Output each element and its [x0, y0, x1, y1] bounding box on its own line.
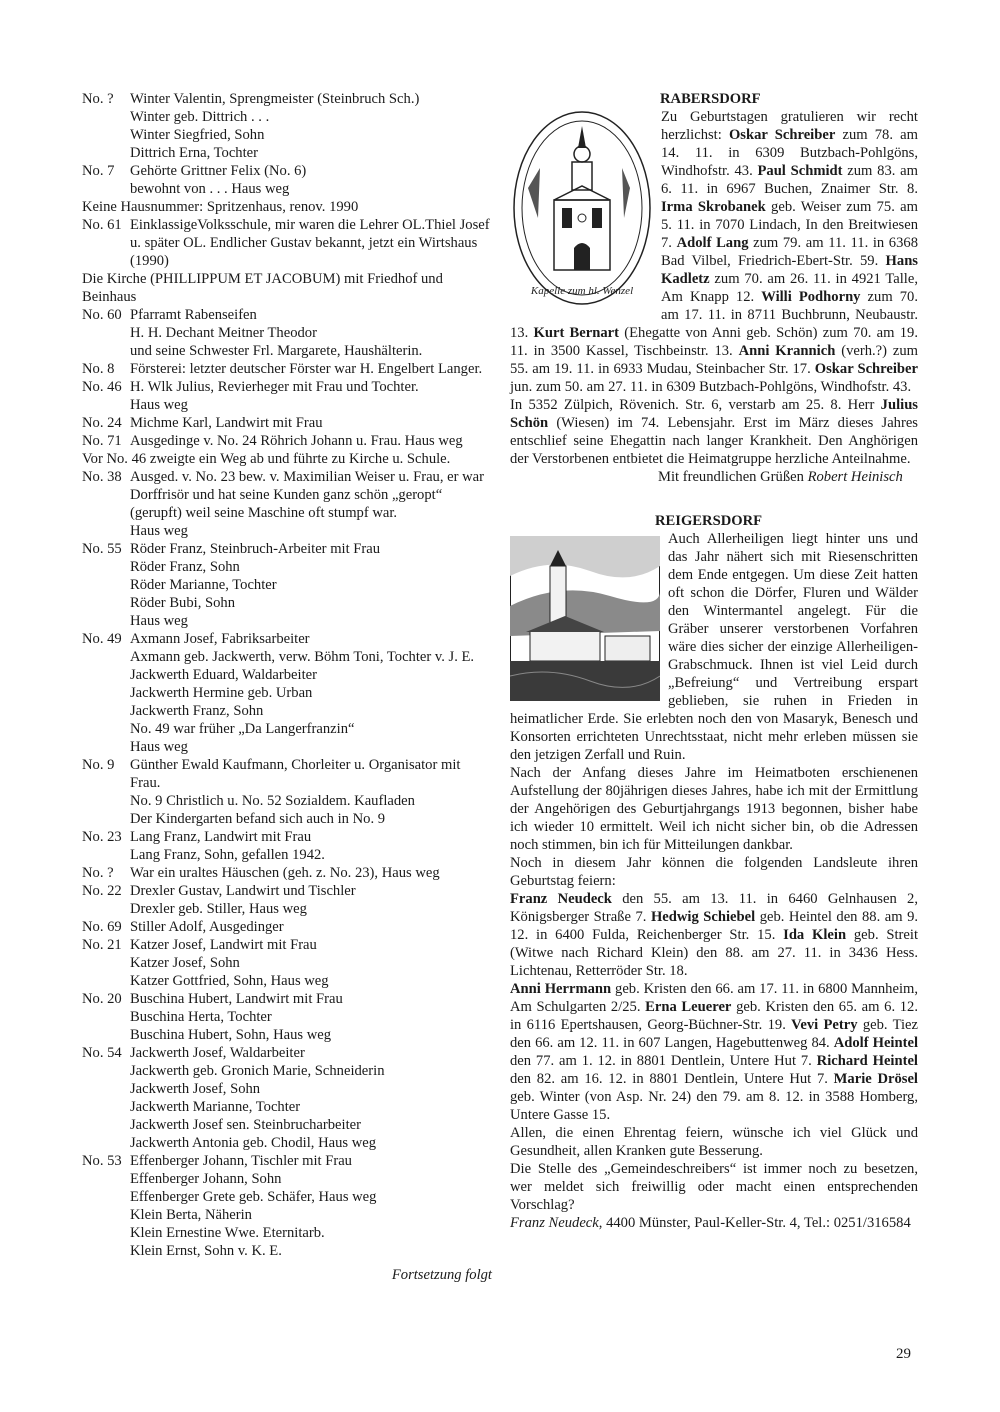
entry-text: Jackwerth Marianne, Tochter: [130, 1099, 301, 1115]
house-entry: [82, 162, 492, 180]
house-entry: [82, 306, 492, 324]
house-entry: [82, 792, 492, 810]
reigersdorf-p3: Noch in diesem Jahr können die folgenden Landsleute ihren Geburtstag feiern:: [510, 855, 918, 889]
house-entry: [82, 450, 492, 468]
house-number: No. 53: [82, 1153, 122, 1169]
reigersdorf-p7: Die Stelle des „Gemeindeschreibers“ ist immer noch zu besetzen, wer meldet sich freiwillig oder macht einen entsprechenden Vorschlag?: [510, 1161, 918, 1213]
house-entry: [82, 702, 492, 720]
entry-text: War ein uraltes Häuschen (geh. z. No. 23), Haus weg: [130, 865, 440, 881]
entry-text: Effenberger Johann, Tischler mit Frau: [130, 1153, 352, 1169]
signature: Robert Heinisch: [807, 469, 903, 485]
entry-text: Winter Valentin, Sprengmeister (Steinbruch Sch.): [130, 91, 420, 107]
house-entry: [82, 1026, 492, 1044]
house-number: No. 21: [82, 937, 122, 953]
house-number: [82, 576, 130, 594]
house-entry: [82, 1224, 492, 1242]
text-run: Zu Geburtstagen gratulieren wir recht herzlichst:: [661, 109, 918, 143]
person-name: Julius Schön: [510, 397, 918, 431]
entry-text: Haus weg: [130, 397, 188, 413]
seal-inscription: Kapelle zum hl. Wenzel: [530, 285, 634, 297]
entry-text: H. H. Dechant Meitner Theodor: [130, 325, 317, 341]
greeting: Mit freundlichen Grüßen: [658, 469, 804, 485]
author-address: , 4400 Münster, Paul-Keller-Str. 4, Tel.: 0251/316584: [598, 1215, 911, 1231]
house-number: [82, 594, 130, 612]
entry-text: Ausgedinge v. No. 24 Röhrich Johann u. Frau. Haus weg: [130, 433, 463, 449]
entry-text: Jackwerth Eduard, Waldarbeiter: [130, 667, 317, 683]
house-entry: [82, 1188, 492, 1206]
entry-text: Pfarramt Rabenseifen: [130, 307, 257, 323]
house-number: [82, 972, 130, 990]
person-name: Oskar Schreiber: [728, 127, 836, 143]
text-run: geb. Kristen den 66. am 17. 11. in 6800 Mannheim, Am Schulgarten 2/25.: [510, 981, 918, 1015]
house-entry: [82, 90, 492, 108]
house-entry: [82, 684, 492, 702]
house-entry: [82, 576, 492, 594]
entry-text: Klein Berta, Näherin: [130, 1207, 252, 1223]
entry-text: Jackwerth geb. Gronich Marie, Schneiderin: [130, 1063, 385, 1079]
house-entry: [82, 648, 492, 666]
house-number: [82, 900, 130, 918]
entry-text: Röder Franz, Steinbruch-Arbeiter mit Frau: [130, 541, 381, 557]
text-run: geb. Tiez den 66. am 12. 11. in 607 Langen, Hagebuttenweg 84.: [510, 1017, 918, 1051]
house-number: No. 46: [82, 379, 122, 395]
entry-text: Die Kirche (PHILLIPPUM ET JACOBUM) mit Friedhof und Beinhaus: [82, 271, 443, 305]
house-entry: [82, 1080, 492, 1098]
house-number: No. 23: [82, 829, 122, 845]
house-number: [82, 1008, 130, 1026]
text-run: jun. zum 50. am 27. 11. in 6309 Butzbach-Pohlgöns, Windhofstr. 43.: [510, 379, 912, 395]
text-run: zum 70. am 26. 11. in 4921 Talle, Am Knapp 12.: [661, 271, 918, 305]
house-number: No. 71: [82, 433, 122, 449]
section-heading: REIGERSDORF: [655, 513, 763, 529]
section-reigersdorf: [510, 512, 918, 1232]
house-number: [82, 810, 130, 828]
house-number: [82, 846, 130, 864]
text-run: geb. Heintel den 88. am 9. 12. in 6400 Fulda, Reichenberger Str. 15.: [510, 909, 919, 943]
house-entry: [82, 828, 492, 846]
left-column: [82, 90, 492, 1284]
house-entry: [82, 468, 492, 522]
church-seal-illustration: [510, 108, 655, 308]
house-number: No. 38: [82, 469, 122, 485]
house-entry: [82, 126, 492, 144]
house-number: [82, 1062, 130, 1080]
entry-text: Michme Karl, Landwirt mit Frau: [130, 415, 323, 431]
entry-text: Klein Ernst, Sohn v. K. E.: [130, 1243, 282, 1259]
text-run: den 77. am 1. 12. in 8801 Dentlein, Untere Hut 7.: [510, 1053, 817, 1069]
house-entry: [82, 414, 492, 432]
reigersdorf-intro: Auch Allerheiligen liegt hinter uns und das Jahr nähert sich mit Riesenschritten dem Ende entgegen. Um diese Zeit hatten oft schon die Dörfer, Fluren und Wälder den Wintermantel angelegt. Für die Gräber unserer verstorbenen Vorfahren wäre dies sicher der einzige Allerheiligen-Grabschmuck. Ihnen ist viel Leid durch „Befreiung“ und Vertreibung erspart geblieben, sie ruhen in Frieden in heimatlicher Erde. Sie erlebten noch den von Masaryk, Benesch und Konsorten errichteten Unrechtsstaat, nicht mehr erleben müssen sie den jetzigen Zerfall und Ruin.: [510, 531, 918, 763]
entry-text: Vor No. 46 zweigte ein Weg ab und führte zu Kirche u. Schule.: [82, 451, 451, 467]
text-run: den 55. am 13. 11. in 6460 Gelnhausen 2, Königsberger Straße 7.: [510, 891, 918, 925]
entry-text: EinklassigeVolksschule, mir waren die Lehrer OL.Thiel Josef u. später OL. Endlicher Gustav bekannt, jetzt ein Wirtshaus (1990): [130, 217, 490, 269]
house-number: [82, 1080, 130, 1098]
text-run: zum 79. am 11. 11. in 6368 Bad Vilbel, Friedrich-Ebert-Str. 59.: [661, 235, 918, 269]
entry-text: Drexler Gustav, Landwirt und Tischler: [130, 883, 356, 899]
person-name: Marie Drösel: [833, 1071, 918, 1087]
entry-text: Winter geb. Dittrich . . .: [130, 109, 270, 125]
entry-text: Katzer Gottfried, Sohn, Haus weg: [130, 973, 329, 989]
house-number: [82, 684, 130, 702]
house-number: No. ?: [82, 91, 114, 107]
house-number: No. ?: [82, 865, 114, 881]
continuation-note: Fortsetzung folgt: [391, 1267, 492, 1283]
house-entry: [82, 396, 492, 414]
entry-text: Günther Ewald Kaufmann, Chorleiter u. Organisator mit Frau.: [130, 757, 461, 791]
house-entry: [82, 756, 492, 792]
entry-text: Effenberger Johann, Sohn: [130, 1171, 282, 1187]
entry-text: Dittrich Erna, Tochter: [130, 145, 258, 161]
text-run: (Ehegatte von Anni geb. Schön) zum 70. am 19. 11. in 3500 Kassel, Tischbeinstr. 13.: [510, 325, 918, 359]
person-name: Oskar Schreiber: [814, 361, 918, 377]
entry-text: Haus weg: [130, 613, 188, 629]
house-number: No. 7: [82, 163, 115, 179]
author-signature: [510, 1214, 918, 1232]
entry-text: Haus weg: [130, 523, 188, 539]
entry-text: Axmann Josef, Fabriksarbeiter: [130, 631, 310, 647]
entry-text: Försterei: letzter deutscher Förster war H. Engelbert Langer.: [130, 361, 483, 377]
entry-text: Lang Franz, Landwirt mit Frau: [130, 829, 312, 845]
house-entry: [82, 558, 492, 576]
entry-text: Axmann geb. Jackwerth, verw. Böhm Toni, Tochter v. J. E.: [130, 649, 475, 665]
house-entry: [82, 432, 492, 450]
person-name: Kurt Bernart: [533, 325, 619, 341]
person-name: Richard Heintel: [816, 1053, 918, 1069]
house-entry: [82, 540, 492, 558]
text-run: geb. Kristen den 65. am 6. 12. in 6116 Epertshausen, Georg-Büchner-Str. 19.: [510, 999, 919, 1033]
house-number: [82, 1116, 130, 1134]
obituary-paragraph: [510, 396, 918, 468]
house-number: [82, 1134, 130, 1152]
house-entry: [82, 108, 492, 126]
entry-text: Buschina Hubert, Sohn, Haus weg: [130, 1027, 332, 1043]
house-number: [82, 702, 130, 720]
entry-text: Stiller Adolf, Ausgedinger: [130, 919, 284, 935]
person-name: Vevi Petry: [791, 1017, 858, 1033]
house-number: [82, 738, 130, 756]
house-number: [82, 648, 130, 666]
house-entry: [82, 1152, 492, 1170]
section-rabersdorf: [510, 90, 918, 486]
person-name: Hans Kadletz: [661, 253, 918, 287]
house-number: [82, 954, 130, 972]
house-number: No. 49: [82, 631, 122, 647]
reigersdorf-p2: Nach der Anfang dieses Jahre im Heimatboten erschienenen Aufstellung der 80jährigen dieses Jahres, habe ich mit der Ermittlung der Angehörigen des Geburtjahrgangs 1913 begonnen, bisher habe ich wieder 10 ermittelt. Weil ich nicht sicher bin, ob die Adressen noch stimmen, bin ich für Mitteilungen dankbar.: [510, 765, 918, 853]
birthday-list-2: [510, 980, 918, 1124]
house-number: No. 9: [82, 757, 115, 773]
house-number: [82, 1098, 130, 1116]
house-number: [82, 1026, 130, 1044]
entry-text: Lang Franz, Sohn, gefallen 1942.: [130, 847, 325, 863]
entry-text: Buschina Hubert, Landwirt mit Frau: [130, 991, 343, 1007]
house-number: [82, 522, 130, 540]
text-run: zum 83. am 6. 11. in 6967 Buchen, Znaimer Str. 8.: [661, 163, 918, 197]
text-run: zum 70. am 17. 11. in 8711 Buchbrunn, Neubaustr. 13.: [510, 289, 918, 341]
house-number: [82, 396, 130, 414]
entry-text: Winter Siegfried, Sohn: [130, 127, 265, 143]
house-entry: [82, 612, 492, 630]
person-name: Ida Klein: [783, 927, 847, 943]
entry-text: Jackwerth Franz, Sohn: [130, 703, 264, 719]
house-entry: [82, 216, 492, 270]
page-number: 29: [896, 1346, 911, 1362]
person-name: Franz Neudeck: [510, 891, 612, 907]
house-number: No. 54: [82, 1045, 122, 1061]
entry-text: No. 49 war früher „Da Langerfranzin“: [130, 721, 355, 737]
entry-text: Effenberger Grete geb. Schäfer, Haus weg: [130, 1189, 377, 1205]
house-number: [82, 720, 130, 738]
entry-text: Der Kindergarten befand sich auch in No. 9: [130, 811, 386, 827]
author-name: Franz Neudeck: [510, 1215, 599, 1231]
house-number: [82, 1206, 130, 1224]
house-entry: [82, 936, 492, 954]
house-entry: [82, 630, 492, 648]
entry-text: und seine Schwester Frl. Margarete, Haushälterin.: [130, 343, 423, 359]
entry-text: Ausged. v. No. 23 bew. v. Maximilian Weiser u. Frau, er war Dorffrisör und hat seine Kunden ganz schön „geropt“ (gerupft) weil seine Maschine oft stumpf war.: [130, 469, 484, 521]
entry-text: Haus weg: [130, 739, 188, 755]
house-number: No. 22: [82, 883, 122, 899]
text-run: den 82. am 16. 12. in 8801 Dentlein, Untere Hut 7.: [510, 1071, 834, 1087]
house-entry: [82, 342, 492, 360]
entry-text: Röder Bubi, Sohn: [130, 595, 235, 611]
entry-text: Gehörte Grittner Felix (No. 6): [130, 163, 307, 179]
text-run: geb. Streit (Witwe nach Richard Klein) den 88. am 27. 11. in 3436 Hess. Lichtenau, Retterröder Str. 18.: [510, 927, 918, 979]
entry-text: Röder Franz, Sohn: [130, 559, 240, 575]
text-run: (verh.?) zum 55. am 19. 11. in 6933 Mudau, Steinbacher Str. 17.: [510, 343, 919, 377]
house-entry: [82, 1116, 492, 1134]
house-entry: [82, 1044, 492, 1062]
house-number: [82, 324, 130, 342]
entry-text: Jackwerth Antonia geb. Chodil, Haus weg: [130, 1135, 377, 1151]
entry-text: H. Wlk Julius, Revierheger mit Frau und Tochter.: [130, 379, 419, 395]
house-number: No. 20: [82, 991, 122, 1007]
person-name: Adolf Heintel: [833, 1035, 918, 1051]
house-entry: [82, 360, 492, 378]
text-run: geb. Weiser zum 75. am 5. 11. in 7070 Lindach, In den Breitwiesen 7.: [661, 199, 918, 251]
house-entry: [82, 738, 492, 756]
person-name: Anni Krannich: [738, 343, 836, 359]
person-name: Anni Herrmann: [510, 981, 612, 997]
house-number: [82, 342, 130, 360]
entry-text: Klein Ernestine Wwe. Eternitarb.: [130, 1225, 325, 1241]
house-entry: [82, 378, 492, 396]
house-number: [82, 1170, 130, 1188]
house-entry: [82, 720, 492, 738]
house-entry: [82, 594, 492, 612]
house-entry: [82, 144, 492, 162]
person-name: Erna Leuerer: [645, 999, 732, 1015]
entry-text: Buschina Herta, Tochter: [130, 1009, 272, 1025]
entry-text: bewohnt von . . . Haus weg: [130, 181, 290, 197]
text-run: In 5352 Zülpich, Rövenich. Str. 6, verstarb am 25. 8. Herr: [510, 397, 881, 413]
village-illustration: [510, 536, 660, 701]
house-entry: [82, 990, 492, 1008]
house-entry: [82, 270, 492, 306]
person-name: Adolf Lang: [676, 235, 749, 251]
birthday-list-1: [510, 890, 918, 980]
house-number: No. 61: [82, 217, 122, 233]
person-name: Hedwig Schiebel: [650, 909, 756, 925]
house-entry: [82, 954, 492, 972]
house-entry: [82, 900, 492, 918]
entry-text: Katzer Josef, Sohn: [130, 955, 240, 971]
entry-text: Jackwerth Josef, Waldarbeiter: [130, 1045, 305, 1061]
house-number: [82, 144, 130, 162]
house-number: [82, 666, 130, 684]
house-entry: [82, 1008, 492, 1026]
house-entry: [82, 918, 492, 936]
house-number: [82, 612, 130, 630]
greeting-line: [510, 468, 918, 486]
house-number: [82, 558, 130, 576]
house-number: [82, 180, 130, 198]
house-entry: [82, 666, 492, 684]
house-number: [82, 1224, 130, 1242]
house-entry: [82, 1098, 492, 1116]
house-number: [82, 792, 130, 810]
person-name: Willi Podhorny: [761, 289, 861, 305]
house-entry: [82, 180, 492, 198]
entry-text: Katzer Josef, Landwirt mit Frau: [130, 937, 317, 953]
right-column: [510, 90, 918, 1232]
person-name: Paul Schmidt: [757, 163, 843, 179]
house-number: [82, 1242, 130, 1260]
house-entry: [82, 1062, 492, 1080]
text-run: (Wiesen) im 74. Lebensjahr. Erst im März dieses Jahres entschlief seine Ehegattin nach langer Krankheit. Den Anghörigen der Verstorbenen entbietet die Heimatgruppe herzliche Anteilnahme.: [510, 415, 918, 467]
entry-text: Keine Hausnummer: Spritzenhaus, renov. 1990: [82, 199, 359, 215]
entry-text: Jackwerth Josef sen. Steinbrucharbeiter: [130, 1117, 361, 1133]
house-number: [82, 108, 130, 126]
house-entry: [82, 972, 492, 990]
house-entry: [82, 198, 492, 216]
house-number: [82, 1188, 130, 1206]
house-entry: [82, 864, 492, 882]
house-entry: [82, 1206, 492, 1224]
house-entry: [82, 846, 492, 864]
entry-text: Jackwerth Josef, Sohn: [130, 1081, 261, 1097]
house-entry: [82, 1170, 492, 1188]
entry-text: No. 9 Christlich u. No. 52 Sozialdem. Kaufladen: [130, 793, 415, 809]
house-number: No. 24: [82, 415, 122, 431]
text-run: zum 78. am 14. 11. in 6309 Butzbach-Pohlgöns, Windhofstr. 43.: [661, 127, 918, 179]
house-entry: [82, 324, 492, 342]
entry-text: Röder Marianne, Tochter: [130, 577, 277, 593]
house-entry: [82, 1134, 492, 1152]
house-number: [82, 126, 130, 144]
house-number: No. 8: [82, 361, 115, 377]
house-number: No. 69: [82, 919, 122, 935]
text-run: geb. Winter (von Asp. Nr. 24) den 79. am 8. 12. in 3588 Homberg, Untere Gasse 15.: [510, 1089, 918, 1123]
house-number: No. 55: [82, 541, 122, 557]
house-entry: [82, 882, 492, 900]
house-entry: [82, 1242, 492, 1260]
house-number: No. 60: [82, 307, 122, 323]
house-entry: [82, 522, 492, 540]
person-name: Irma Skrobanek: [661, 199, 766, 215]
entry-text: Drexler geb. Stiller, Haus weg: [130, 901, 307, 917]
entry-text: Jackwerth Hermine geb. Urban: [130, 685, 313, 701]
reigersdorf-p6: Allen, die einen Ehrentag feiern, wünsche ich viel Glück und Gesundheit, allen Kranken gute Besserung.: [510, 1125, 918, 1159]
house-entry: [82, 810, 492, 828]
section-heading: RABERSDORF: [660, 91, 761, 107]
